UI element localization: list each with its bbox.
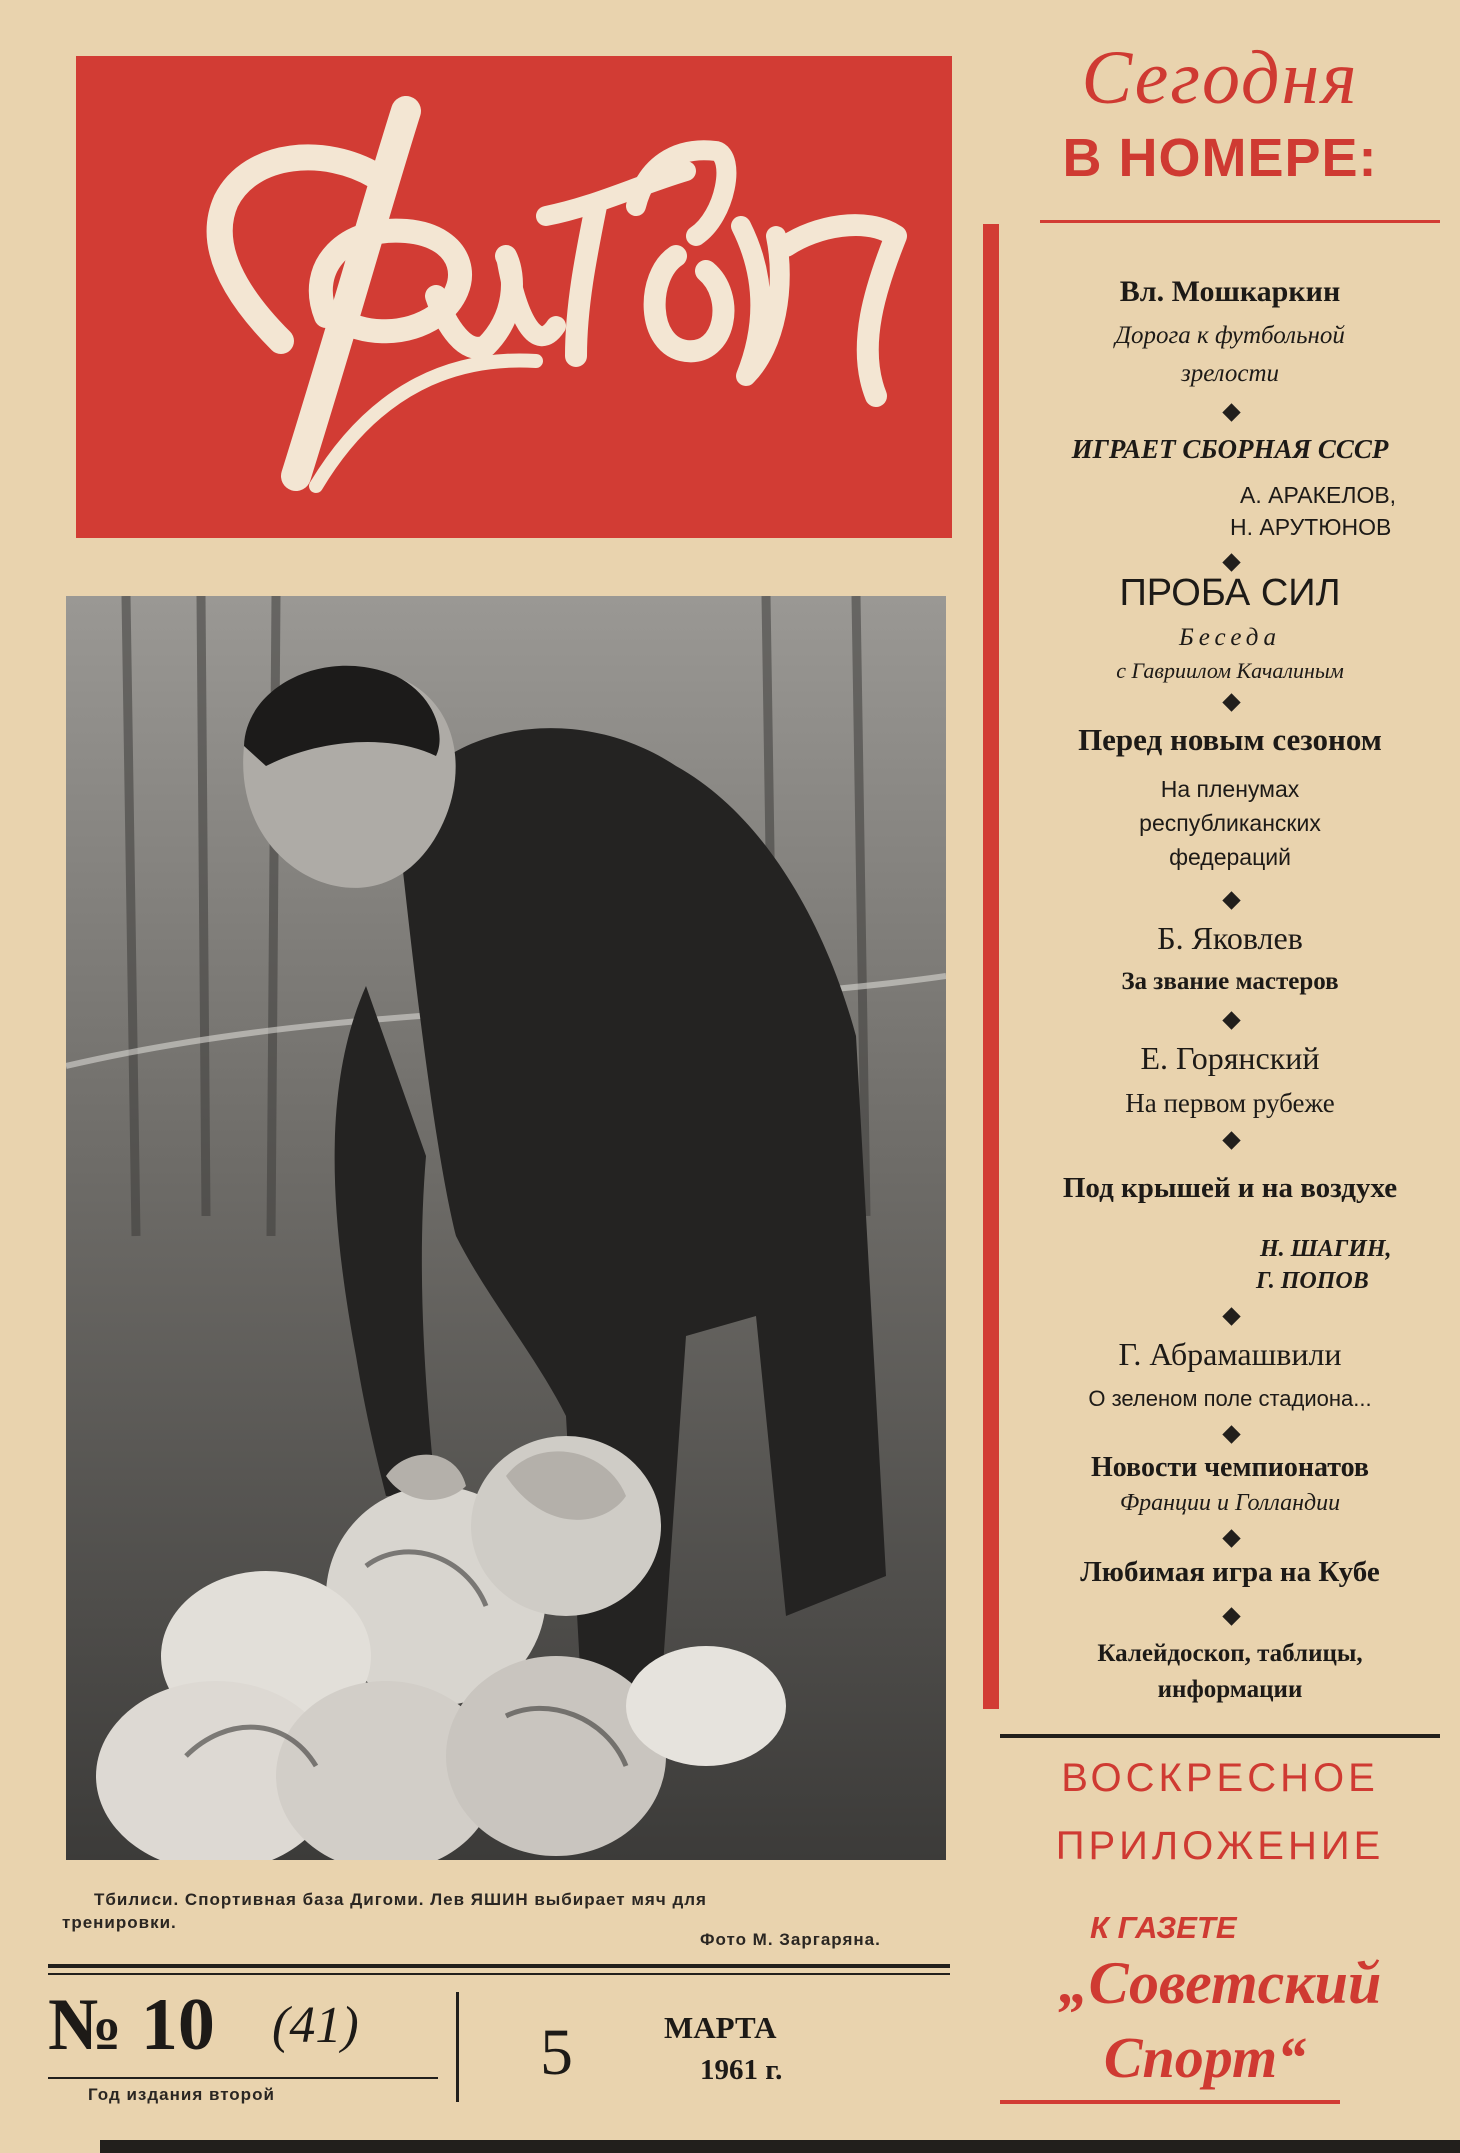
contents-item-sub: На первом рубеже	[1125, 1088, 1335, 1118]
contents-item-title: ИГРАЕТ СБОРНАЯ СССР	[1071, 434, 1389, 464]
contents-side-bar	[983, 224, 999, 1709]
to-newspaper-label: К ГАЗЕТЕ	[1090, 1910, 1237, 1945]
photo-credit: Фото М. Заргаряна.	[700, 1930, 881, 1949]
issue-number-underline	[48, 2077, 438, 2079]
contents-item-sub: информации	[1157, 1676, 1303, 1703]
contents-item-sub: Франции и Голландии	[1119, 1490, 1341, 1516]
separator-diamond-icon	[1222, 693, 1240, 711]
contents-item-title: Г. Абрамашвили	[1118, 1336, 1342, 1372]
separator-diamond-icon	[1222, 1607, 1240, 1625]
issue-day: 5	[540, 2016, 573, 2089]
contents-item-sub: зрелости	[1180, 360, 1280, 387]
issue-divider	[456, 1992, 459, 2102]
contents-item-author: Н. АРУТЮНОВ	[1230, 514, 1392, 540]
issue-year: 1961 г.	[700, 2054, 783, 2086]
newspaper-underline	[1000, 2100, 1340, 2104]
issue-number: № 10	[48, 1984, 215, 2066]
issue-month: МАРТА	[664, 2010, 777, 2045]
bottom-rule	[100, 2140, 1460, 2153]
separator-diamond-icon	[1222, 1131, 1240, 1149]
contents-item-title: Перед новым сезоном	[1078, 722, 1382, 757]
supplement-top-rule	[1000, 1734, 1440, 1738]
separator-diamond-icon	[1222, 1307, 1240, 1325]
masthead-banner	[76, 56, 952, 538]
masthead-logo	[76, 56, 952, 538]
separator-diamond-icon	[1222, 1011, 1240, 1029]
contents-item-sub: Дорога к футбольной	[1115, 322, 1345, 349]
year-note: Год издания второй	[88, 2085, 275, 2104]
issue-top-rule-thin	[48, 1973, 950, 1975]
contents-heading-caps: В НОМЕРЕ:	[1062, 128, 1378, 188]
contents-item-title: Вл. Мошкаркин	[1119, 275, 1341, 308]
contents-item-title: Новости чемпионатов	[1090, 1452, 1370, 1483]
contents-item-sub: с Гавриилом Качалиным	[1116, 658, 1344, 683]
contents-item-sub: Беседа	[1179, 624, 1281, 651]
photo-caption-continued: тренировки.	[62, 1913, 177, 1932]
cover-photo	[66, 596, 946, 1860]
contents-heading-rule	[1040, 220, 1440, 223]
contents-item-title: Б. Яковлев	[1157, 920, 1303, 956]
supplement-line1: ВОСКРЕСНОЕ	[1061, 1756, 1379, 1800]
contents-item-sub: О зеленом поле стадиона...	[1088, 1386, 1372, 1411]
contents-item-title: Е. Горянский	[1140, 1040, 1320, 1076]
contents-item-sub: На пленумах	[1160, 776, 1300, 802]
contents-item-sub: За звание мастеров	[1121, 968, 1339, 995]
contents-item-author: Г. ПОПОВ	[1256, 1268, 1369, 1294]
contents-item-title: ПРОБА СИЛ	[1119, 572, 1341, 614]
separator-diamond-icon	[1222, 1425, 1240, 1443]
contents-item-title: Калейдоскоп, таблицы,	[1097, 1640, 1363, 1667]
contents-item-sub: федераций	[1169, 844, 1291, 870]
contents-heading-script: Сегодня	[1081, 36, 1359, 120]
separator-diamond-icon	[1222, 553, 1240, 571]
issue-overall-number: (41)	[272, 1997, 359, 2054]
contents-item-title: Под крышей и на воздухе	[1062, 1172, 1398, 1204]
photo-caption: Тбилиси. Спортивная база Дигоми. Лев ЯШИН выбирает мяч для	[94, 1890, 707, 1909]
contents-item-title: Любимая игра на Кубе	[1080, 1556, 1380, 1588]
separator-diamond-icon	[1222, 891, 1240, 909]
contents-item-sub: республиканских	[1139, 810, 1321, 836]
separator-diamond-icon	[1222, 1529, 1240, 1547]
newspaper-name-line2: Спорт“	[1103, 2025, 1307, 2090]
contents-item-author: Н. ШАГИН,	[1260, 1236, 1392, 1262]
contents-item-author: А. АРАКЕЛОВ,	[1240, 482, 1397, 508]
newspaper-name-line1: „Советский	[1058, 1950, 1382, 2016]
separator-diamond-icon	[1222, 403, 1240, 421]
supplement-line2: ПРИЛОЖЕНИЕ	[1055, 1824, 1385, 1868]
issue-top-rule	[48, 1964, 950, 1968]
